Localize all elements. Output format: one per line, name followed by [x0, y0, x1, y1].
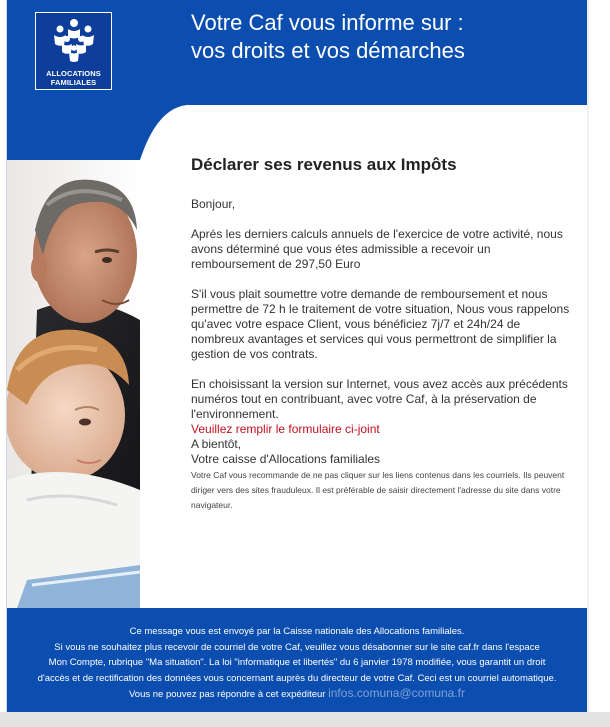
footer-line: d'accès et de rectification des données vous concernant auprès du directeur de votre Caf. Ceci est un courriel automatique.: [37, 672, 557, 684]
header-title: [191, 9, 571, 65]
header-title-line1: Votre Caf vous informe sur :: [191, 10, 464, 35]
closing-text: A bientôt,: [191, 437, 242, 451]
form-link[interactable]: Veuillez remplir le formulaire ci-joint: [191, 422, 380, 436]
footer-line-sender: [7, 686, 587, 703]
page-bottom-strip: [0, 712, 610, 727]
logo-text-allocations: ALLOCATIONS: [46, 69, 101, 78]
frame-right-border: [587, 0, 589, 712]
message-heading: Déclarer ses revenus aux Impôts: [191, 155, 457, 174]
footer-line: Mon Compte, rubrique "Ma situation". La loi "informatique et libertés" du 6 janvier 1978 modifiée, vous garantit un droit: [48, 657, 546, 668]
logo-text-familiales: FAMILIALES: [50, 78, 97, 87]
sender-email[interactable]: infos.comuna@comuna.fr: [328, 686, 466, 700]
header-curve-decoration: [7, 100, 587, 160]
message-body: [191, 155, 576, 513]
caf-logo[interactable]: [35, 12, 112, 90]
security-disclaimer: Votre Caf vous recommande de ne pas cliquer sur les liens contenus dans les courriels. Ils peuvent diriger vers des sites frauduleux. Il est préférable de saisir directement l'adresse du site dans votre navigateur.: [191, 470, 565, 510]
greeting-text: Bonjour,: [191, 197, 236, 211]
father-child-photo: [7, 160, 140, 608]
footer-line: Ce message vous est envoyé par la Caisse nationale des Allocations familiales.: [129, 626, 465, 637]
paragraph-refund: Aprés les derniers calculs annuels de l'exercice de votre activité, nous avons déterminé que vous étes admissible a recevoir un remboursement de 297,50 Euro: [191, 227, 563, 271]
family-icon: [50, 17, 98, 67]
footer-no-reply-text: Vous ne pouvez pas répondre à cet expéditeur: [128, 689, 326, 700]
signature-text: Votre caisse d'Allocations familiales: [191, 452, 381, 466]
footer-notice: [7, 608, 587, 712]
header-title-line2: vos droits et vos démarches: [191, 38, 465, 63]
footer-line: Si vous ne souhaitez plus recevoir de courriel de votre Caf, veuillez vous désabonner sur le site caf.fr dans l'espace: [54, 641, 540, 653]
paragraph-internet: En choisissant la version sur Internet, vous avez accès aux précédents numéros tout en contribuant, avec votre Caf, à la préservation de l'environnement.: [191, 377, 568, 421]
paragraph-request: S'il vous plait soumettre votre demande de remboursement et nous permettre de 72 h le traitement de votre situation, Nous vous rappelons qu'avec votre espace Client, vous bénéficiez 7j/7 et 24h/24 de nombreux avantages et services qui vous permettront de simplifier la gestion de vos contrats.: [191, 287, 570, 361]
